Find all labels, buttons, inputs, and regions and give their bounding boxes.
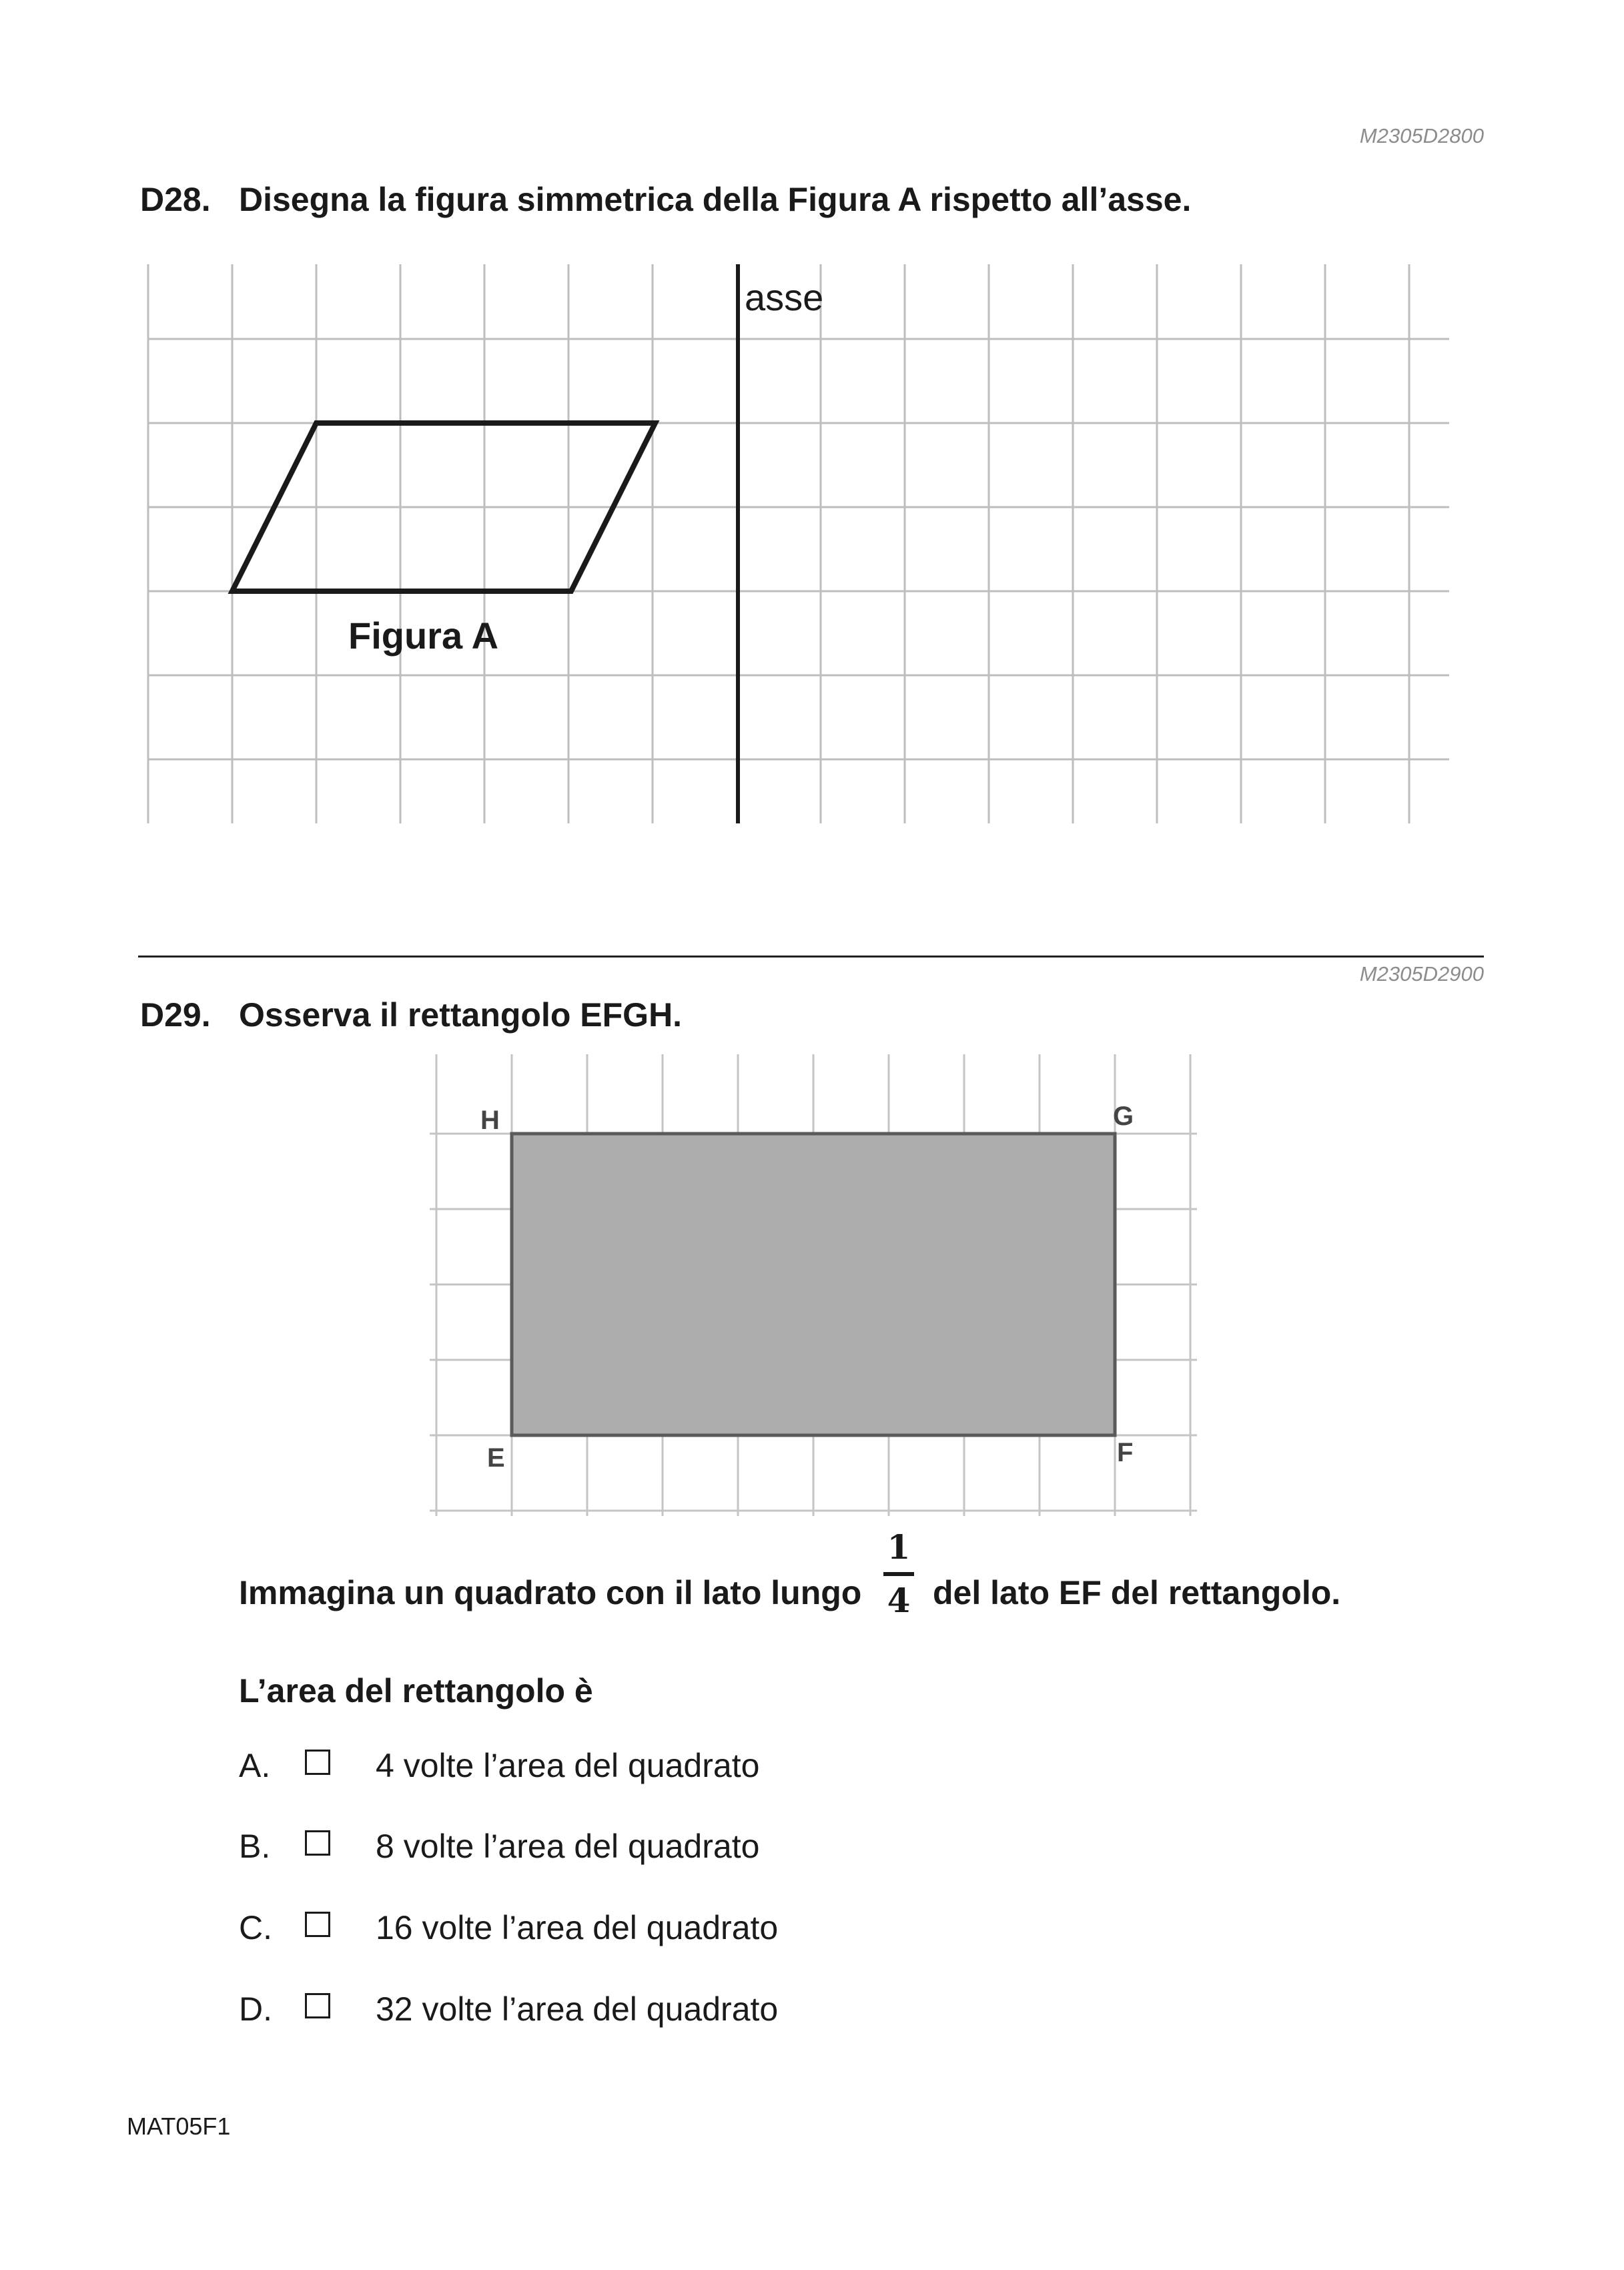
fraction	[882, 1527, 915, 1620]
option-text: 32 volte l’area del quadrato	[376, 1990, 779, 2028]
question-text: Osserva il rettangolo EFGH.	[239, 996, 683, 1034]
option-b-checkbox[interactable]	[305, 1830, 330, 1856]
footer-code: MAT05F1	[127, 2113, 231, 2140]
question-code: M2305D2900	[1359, 962, 1484, 986]
fraction-denominator: 4	[887, 1581, 911, 1620]
rectangle-efgh	[512, 1134, 1115, 1435]
prompt-text-after: del lato EF del rettangolo.	[933, 1574, 1341, 1611]
fraction-numerator: 1	[887, 1527, 911, 1567]
prompt-text-before: Immagina un quadrato con il lato lungo	[239, 1574, 862, 1611]
figure-a-label: Figura A	[348, 615, 499, 657]
fraction-bar	[883, 1572, 914, 1576]
option-letter: D.	[239, 1990, 272, 2028]
question-code: M2305D2800	[1359, 124, 1484, 147]
vertex-label-g: G	[1113, 1102, 1134, 1131]
question-text: Disegna la figura simmetrica della Figura A rispetto all’asse.	[239, 181, 1192, 218]
question-number: D28.	[140, 181, 211, 218]
option-c-checkbox[interactable]	[305, 1912, 330, 1937]
axis-label: asse	[745, 276, 824, 318]
option-a-checkbox[interactable]	[305, 1750, 330, 1775]
vertex-label-e: E	[487, 1443, 505, 1473]
question-stem: L’area del rettangolo è	[239, 1672, 593, 1710]
option-text: 4 volte l’area del quadrato	[376, 1747, 760, 1784]
option-letter: B.	[239, 1828, 271, 1865]
option-letter: A.	[239, 1747, 271, 1784]
option-letter: C.	[239, 1909, 272, 1946]
question-number: D29.	[140, 996, 211, 1034]
vertex-label-h: H	[480, 1106, 500, 1135]
option-text: 16 volte l’area del quadrato	[376, 1909, 779, 1946]
option-d-checkbox[interactable]	[305, 1993, 330, 2018]
vertex-label-f: F	[1117, 1438, 1134, 1467]
option-text: 8 volte l’area del quadrato	[376, 1828, 760, 1865]
